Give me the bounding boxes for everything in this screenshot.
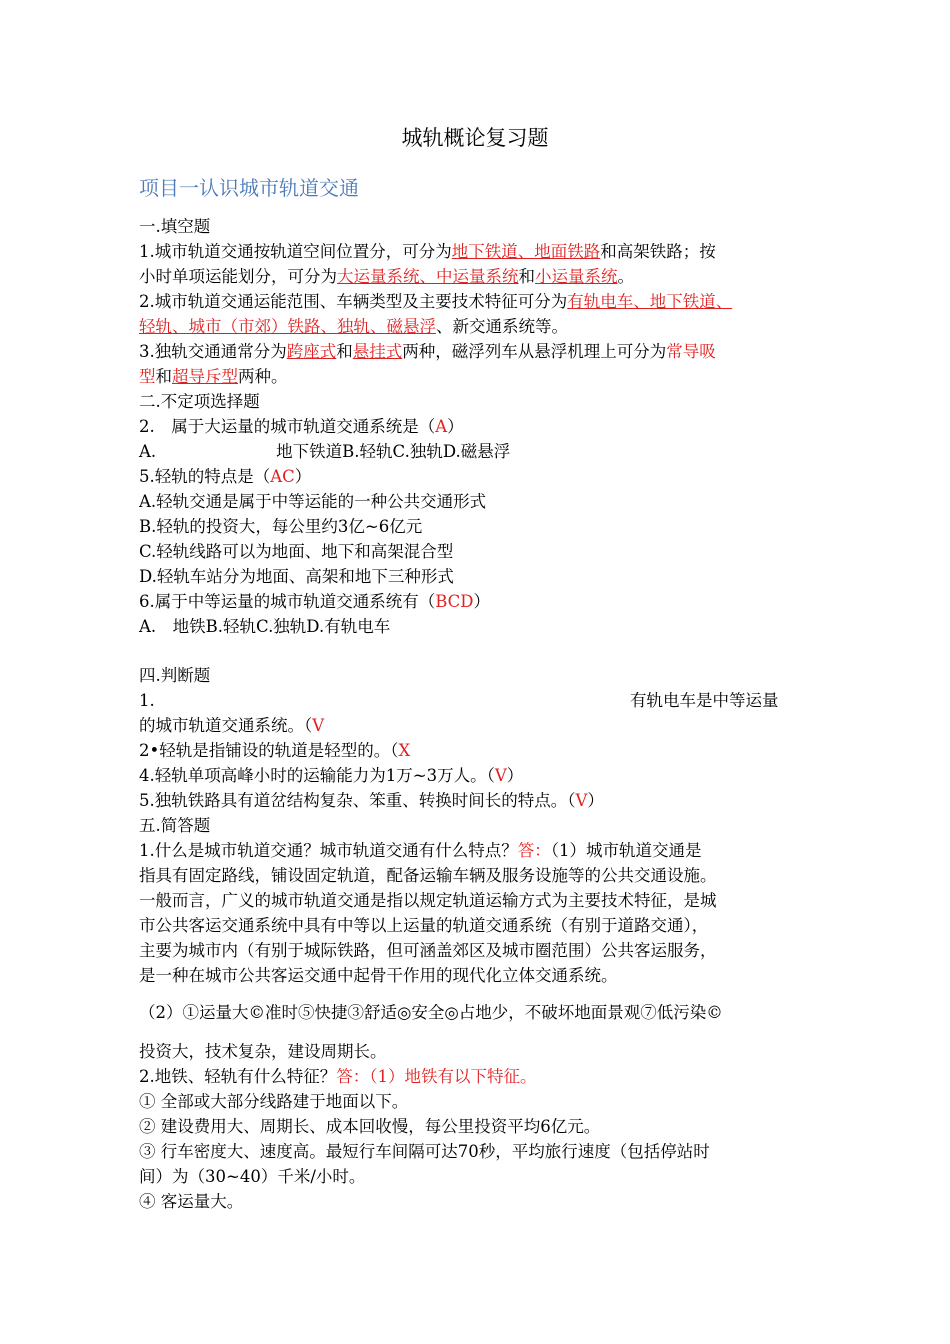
section-heading-fill-blank: 一.填空题 [139, 217, 211, 236]
short-q2-item: ④ 客运量大。 [139, 1192, 244, 1211]
answer-text: 有轨电车、地下铁道、 [567, 292, 733, 311]
answer-text: 型 [139, 367, 156, 386]
choice-q5-option: A.轻轨交通是属于中等运能的一种公共交通形式 [139, 492, 487, 511]
choice-q5-option: D.轻轨车站分为地面、高架和地下三种形式 [139, 567, 454, 586]
judgement-mark: V [575, 791, 588, 810]
choice-q6-options: A. 地铁B.轻轨C.独轨D.有轨电车 [139, 617, 391, 636]
judgement-mark: X [398, 741, 411, 760]
answer-text: BCD [435, 592, 474, 611]
choice-q5-option: C.轻轨线路可以为地面、地下和高架混合型 [139, 542, 454, 561]
judge-q5: 5.独轨铁路具有道岔结构复杂、笨重、转换时间长的特点。（V） [139, 791, 604, 810]
answer-text: 小运量系统 [535, 267, 618, 286]
judge-q1-num: 1. [139, 691, 155, 710]
fill-q1-line1: 1.城市轨道交通按轨道空间位置分，可分为地下铁道、地面铁路和高架铁路；按 [139, 242, 716, 261]
short-q1-answer-line: 市公共客运交通系统中具有中等以上运量的轨道交通系统（有别于道路交通）， [139, 916, 709, 935]
choice-q5-option: B.轻轨的投资大，每公里约3亿~6亿元 [139, 517, 423, 536]
fill-q3-line1: 3.独轨交通通常分为跨座式和悬挂式两种，磁浮列车从悬浮机理上可分为常导吸 [139, 342, 716, 361]
answer-text: 悬挂式 [352, 342, 403, 361]
answer-text: 轻轨、城市（市郊）铁路、独轨、磁悬浮 [139, 317, 436, 336]
short-q2-item: ② 建设费用大、周期长、成本回收慢，每公里投资平均6亿元。 [139, 1117, 601, 1136]
short-q1-answer-line: 指具有固定路线，铺设固定轨道，配备运输车辆及服务设施等的公共交通设施。 [139, 866, 717, 885]
short-q2-item: ① 全部或大部分线路建于地面以下。 [139, 1092, 409, 1111]
answer-label: 答：（1）地铁有以下特征。 [336, 1067, 537, 1086]
judge-q1-text: 有轨电车是中等运量 [630, 691, 779, 710]
choice-q2-options: A. 地下铁道B.轻轨C.独轨D.磁悬浮 [139, 442, 511, 461]
choice-q2: 2. 属于大运量的城市轨道交通系统是（A） [139, 417, 464, 436]
answer-text: 地下铁道、地面铁路 [451, 242, 601, 261]
fill-q3-line2: 型和超导斥型两种。 [139, 367, 288, 386]
judgement-mark: V [312, 716, 325, 735]
judge-q2: 2•轻轨是指铺设的轨道是轻型的。（X [139, 741, 411, 760]
short-q1-line1: 1.什么是城市轨道交通？城市轨道交通有什么特点？答：（1）城市轨道交通是 [139, 841, 702, 860]
short-q1-answer-line: 是一种在城市公共客运交通中起骨干作用的现代化立体交通系统。 [139, 966, 618, 985]
judge-q4: 4.轻轨单项高峰小时的运输能力为1万~3万人。（V） [139, 766, 524, 785]
section-heading-judgement: 四.判断题 [139, 666, 211, 685]
page-title: 城轨概论复习题 [401, 126, 549, 150]
answer-text: 跨座式 [286, 342, 337, 361]
answer-label: 答： [517, 841, 551, 860]
choice-q5: 5.轻轨的特点是（AC） [139, 467, 312, 486]
answer-text: 大运量系统、中运量系统 [337, 267, 519, 286]
judgement-mark: V [494, 766, 507, 785]
section-heading-choice: 二.不定项选择题 [139, 392, 260, 411]
answer-text: AC [270, 467, 295, 486]
answer-text: 超导斥型 [172, 367, 238, 386]
short-q1-features-cont: 投资大，技术复杂，建设周期长。 [139, 1042, 387, 1061]
section-heading-short-answer: 五.简答题 [139, 816, 211, 835]
short-q1-answer-line: 主要为城市内（有别于城际铁路，但可涵盖郊区及城市圈范围）公共客运服务， [139, 941, 717, 960]
short-q1-features: （2）①运量大©准时⑤快捷③舒适◎安全◎占地少，不破坏地面景观⑦低污染© [139, 1003, 723, 1022]
short-q2-item: 间）为（30~40）千米/小时。 [139, 1167, 366, 1186]
short-q1-answer-line: 一般而言，广义的城市轨道交通是指以规定轨道运输方式为主要技术特征，是城 [139, 891, 717, 910]
project-heading: 项目一认识城市轨道交通 [139, 176, 359, 200]
answer-text: A [435, 417, 448, 436]
short-q2-line1: 2.地铁、轻轨有什么特征？答：（1）地铁有以下特征。 [139, 1067, 537, 1086]
fill-q2-line1: 2.城市轨道交通运能范围、车辆类型及主要技术特征可分为有轨电车、地下铁道、 [139, 292, 733, 311]
short-q2-item: ③ 行车密度大、速度高。最短行车间隔可达70秒，平均旅行速度（包括停站时 [139, 1142, 710, 1161]
judge-q1-line2: 的城市轨道交通系统。（V [139, 716, 325, 735]
choice-q6: 6.属于中等运量的城市轨道交通系统有（BCD） [139, 592, 491, 611]
fill-q1-line2: 小时单项运能划分，可分为大运量系统、中运量系统和小运量系统。 [139, 267, 634, 286]
answer-text: 常导吸 [666, 342, 716, 361]
fill-q2-line2: 轻轨、城市（市郊）铁路、独轨、磁悬浮、新交通系统等。 [139, 317, 568, 336]
